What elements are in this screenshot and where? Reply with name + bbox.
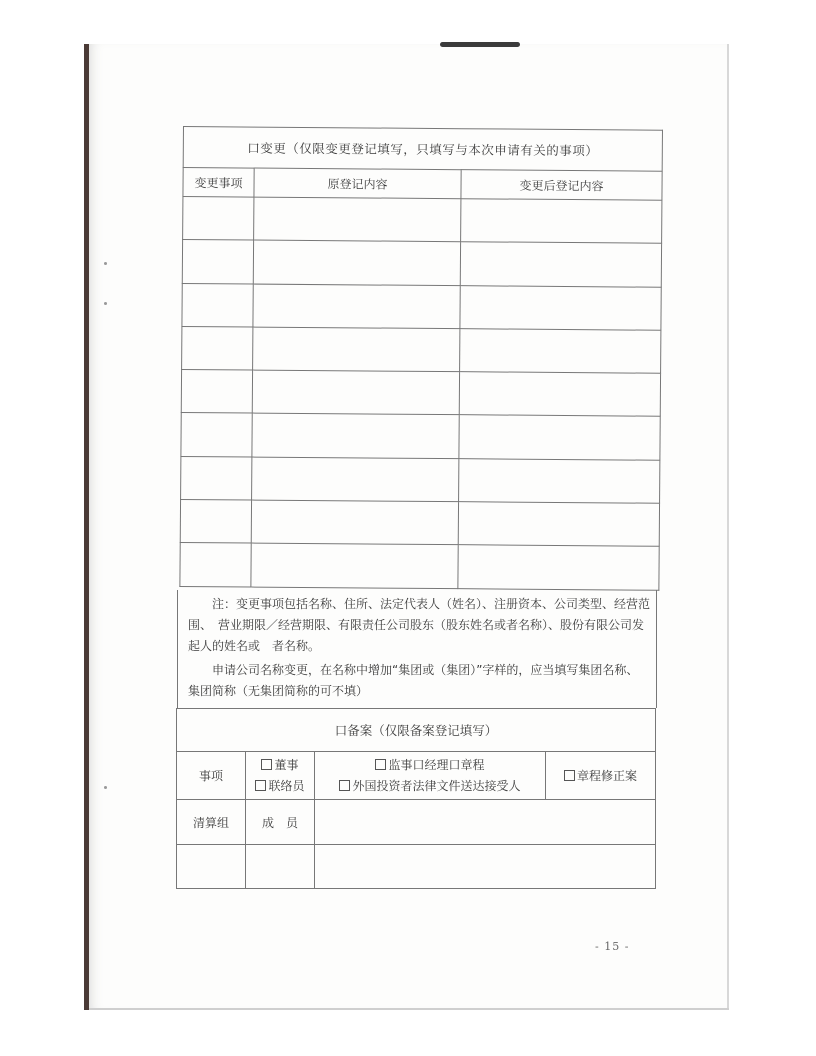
after-content-cell[interactable] xyxy=(458,545,659,590)
after-content-cell[interactable] xyxy=(460,242,661,287)
original-content-cell[interactable] xyxy=(253,240,460,285)
change-item-cell[interactable] xyxy=(183,197,254,241)
option-foreign-investor-agent[interactable] xyxy=(315,776,545,797)
table-row xyxy=(182,283,661,330)
table-row xyxy=(182,240,661,287)
page-shadow xyxy=(440,42,520,47)
checkbox-icon[interactable] xyxy=(261,759,272,770)
original-content-cell[interactable] xyxy=(252,457,459,502)
original-content-cell[interactable] xyxy=(251,543,458,588)
checkbox-icon[interactable] xyxy=(255,780,266,791)
original-content-cell[interactable] xyxy=(251,500,458,545)
change-item-cell[interactable] xyxy=(180,543,251,587)
option-director[interactable] xyxy=(246,755,314,776)
option-liaison[interactable] xyxy=(246,776,314,797)
page-edge-bottom xyxy=(89,1008,729,1010)
record-section-title: 口备案（仅限备案登记填写） xyxy=(177,709,656,752)
after-content-cell[interactable] xyxy=(460,329,661,374)
supervisor-foreign-options xyxy=(315,752,546,800)
change-items-note: 注：变更事项包括名称、住所、法定代表人（姓名）、注册资本、公司类型、经营范围、 营业期限／经营期限、有限责任公司股东（股东姓名或者名称）、股份有限公司发起人的姓名或 者名称。 xyxy=(188,597,651,653)
table-row xyxy=(180,500,659,547)
record-registration-table xyxy=(176,708,656,889)
after-content-cell[interactable] xyxy=(459,372,660,417)
table-row xyxy=(181,456,660,503)
original-content-cell[interactable] xyxy=(253,327,460,372)
original-content-cell[interactable] xyxy=(252,414,459,459)
record-item-label: 事项 xyxy=(177,752,246,800)
page-number: - 15 - xyxy=(595,940,630,953)
members-label: 成 员 xyxy=(246,800,315,845)
change-item-cell[interactable] xyxy=(181,413,252,457)
option-charter-amendment[interactable] xyxy=(546,752,656,800)
checkbox-icon[interactable] xyxy=(564,770,575,781)
table-row xyxy=(182,326,661,373)
table-row xyxy=(181,413,660,460)
change-item-cell[interactable] xyxy=(182,326,253,370)
option-supervisor-manager-charter[interactable] xyxy=(315,755,545,776)
director-liaison-options xyxy=(246,752,315,800)
after-content-cell[interactable] xyxy=(458,502,659,547)
option-foreign-label: 外国投资者法律文件送达接受人 xyxy=(352,778,521,793)
change-item-cell[interactable] xyxy=(182,240,253,284)
original-content-cell[interactable] xyxy=(253,284,460,329)
binding-stitch xyxy=(104,302,107,305)
members-input-cell[interactable] xyxy=(315,800,656,845)
original-content-cell[interactable] xyxy=(254,197,461,242)
option-liaison-label: 联络员 xyxy=(268,778,305,793)
change-item-cell[interactable] xyxy=(182,283,253,327)
change-item-cell[interactable] xyxy=(180,500,251,544)
group-name-note: 申请公司名称变更，在名称中增加“集团或（集团）”字样的，应当填写集团名称、集团简称（无集团简称的可不填） xyxy=(188,663,639,698)
notes-box xyxy=(177,590,657,708)
blank-cell[interactable] xyxy=(177,845,246,889)
checkbox-icon[interactable] xyxy=(375,759,386,770)
original-content-cell[interactable] xyxy=(252,370,459,415)
col-header-change-item: 变更事项 xyxy=(183,168,254,198)
table-row xyxy=(183,197,662,244)
page-edge xyxy=(727,44,729,1010)
binding-stitch xyxy=(104,786,107,789)
change-registration-table xyxy=(179,126,663,590)
after-content-cell[interactable] xyxy=(461,199,662,244)
change-item-cell[interactable] xyxy=(181,456,252,500)
blank-cell[interactable] xyxy=(246,845,315,889)
change-item-cell[interactable] xyxy=(181,370,252,414)
after-content-cell[interactable] xyxy=(460,285,661,330)
blank-cell[interactable] xyxy=(315,845,656,889)
after-content-cell[interactable] xyxy=(459,415,660,460)
after-content-cell[interactable] xyxy=(459,458,660,503)
option-supervisor-label: 监事口经理口章程 xyxy=(388,757,485,772)
binding-stitch xyxy=(104,262,107,265)
col-header-after-content: 变更后登记内容 xyxy=(461,170,662,201)
checkbox-icon[interactable] xyxy=(339,780,350,791)
table-row xyxy=(180,543,659,590)
table-row xyxy=(181,370,660,417)
option-charter-label: 章程修正案 xyxy=(576,769,637,783)
option-director-label: 董事 xyxy=(274,757,299,772)
col-header-original-content: 原登记内容 xyxy=(254,168,461,199)
liquidation-group-label: 清算组 xyxy=(177,800,246,845)
change-section-title: 口变更（仅限变更登记填写，只填写与本次申请有关的事项） xyxy=(183,127,662,172)
